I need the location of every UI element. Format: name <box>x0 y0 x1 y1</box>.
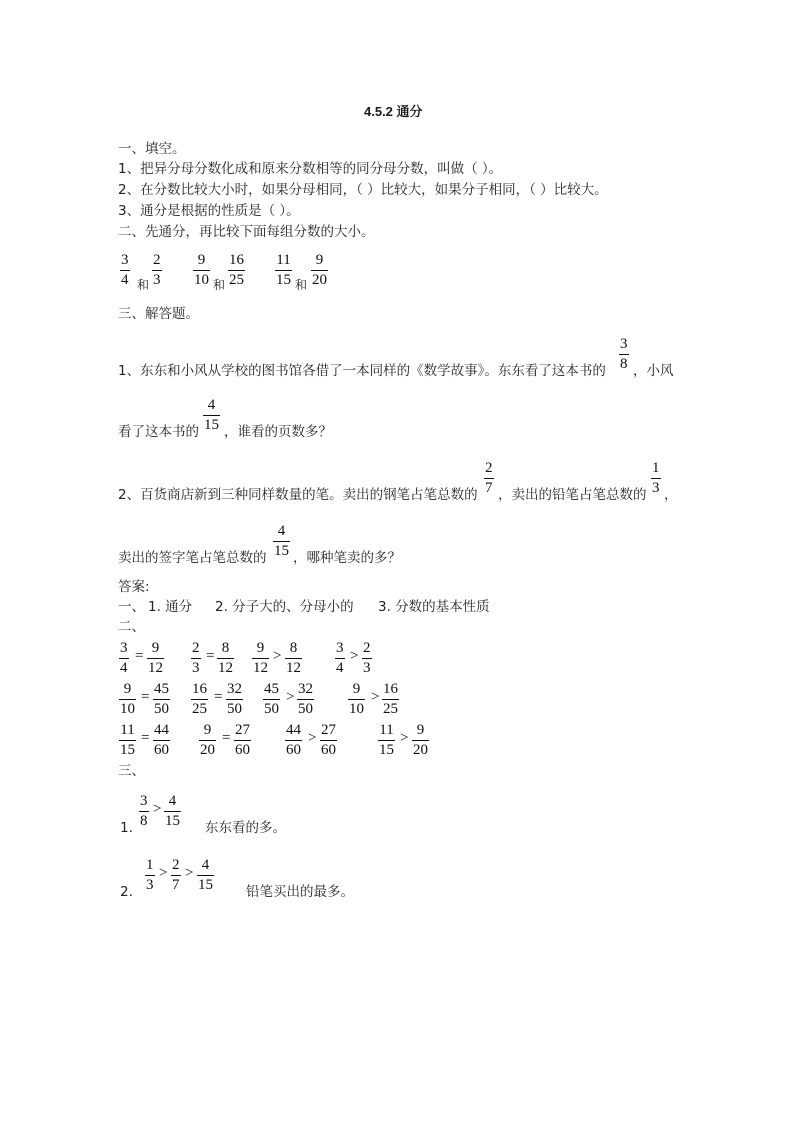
problem-2-line1: 2、百货商店新到三种同样数量的笔。卖出的钢笔占笔总数的 <box>118 487 478 503</box>
answer-3-2-text: 铅笔买出的最多。 <box>246 884 354 900</box>
problem-2-mid: ，卖出的铅笔占笔总数的 <box>498 487 647 503</box>
answer-1-3: 3. 分数的基本性质 <box>378 599 490 615</box>
fraction: $\frac{16}{25}$ <box>383 681 398 717</box>
fraction: $\frac{3}{4}$ <box>121 252 129 288</box>
fraction: $\frac{45}{50}$ <box>154 681 169 717</box>
greater-than-sign: > <box>400 730 409 746</box>
connector-he: 和 <box>295 278 308 292</box>
fraction: $\frac{9}{10}$ <box>194 252 209 288</box>
greater-than-sign: > <box>371 689 380 705</box>
problem-1-line1: 1、东东和小风从学校的图书馆各借了一本同样的《数学故事》。东东看了这本书的 <box>118 363 606 379</box>
answer-3-2-number: 2. <box>120 884 133 900</box>
page-title: 4.5.2 通分 <box>364 104 423 119</box>
greater-than-sign: > <box>286 689 295 705</box>
problem-2-line1-end: ， <box>664 487 678 503</box>
fraction: $\frac{45}{50}$ <box>264 681 279 717</box>
fraction: $\frac{27}{60}$ <box>235 722 250 758</box>
problem-1-line2-end: ，谁看的页数多？ <box>224 424 332 440</box>
fraction: $\frac{4}{15}$ <box>204 397 219 433</box>
fraction: $\frac{9}{12}$ <box>148 640 163 676</box>
answer-1-2: 2. 分子大的、分母小的 <box>215 599 354 615</box>
equals-sign: = <box>206 648 215 664</box>
problem-1-line2: 看了这本书的 <box>118 424 199 440</box>
fraction: $\frac{1}{3}$ <box>652 460 660 496</box>
problem-1-line1-end: ，小风 <box>633 363 674 379</box>
answers-heading: 答案: <box>118 579 150 595</box>
fraction: $\frac{11}{15}$ <box>276 252 291 288</box>
equals-sign: = <box>141 689 150 705</box>
problem-2-line2: 卖出的签字笔占笔总数的 <box>118 550 267 566</box>
fraction: $\frac{32}{50}$ <box>298 681 313 717</box>
fraction: $\frac{2}{7}$ <box>485 460 493 496</box>
greater-than-sign: > <box>273 648 282 664</box>
greater-than-sign: > <box>159 865 168 881</box>
fraction: $\frac{2}{7}$ <box>172 857 180 893</box>
fraction: $\frac{2}{3}$ <box>153 252 161 288</box>
equals-sign: = <box>141 730 150 746</box>
fraction: $\frac{9}{20}$ <box>312 252 327 288</box>
answer-1-1: 1. 通分 <box>148 599 193 615</box>
fraction: $\frac{16}{25}$ <box>229 252 244 288</box>
answer-part2-label: 二、 <box>118 619 145 635</box>
question-1-2: 2、在分数比较大小时，如果分母相同，（ ）比较大，如果分子相同，（ ）比较大。 <box>118 182 608 198</box>
fraction: $\frac{9}{10}$ <box>120 681 135 717</box>
connector-he: 和 <box>137 278 150 292</box>
fraction: $\frac{16}{25}$ <box>192 681 207 717</box>
fraction: $\frac{4}{15}$ <box>274 523 289 559</box>
answer-part3-label: 三、 <box>118 763 145 779</box>
connector-he: 和 <box>213 278 226 292</box>
fraction: $\frac{3}{8}$ <box>140 793 148 829</box>
fraction: $\frac{1}{3}$ <box>146 857 154 893</box>
fraction: $\frac{32}{50}$ <box>227 681 242 717</box>
answer-part1-label: 一、 <box>118 599 145 615</box>
greater-than-sign: > <box>153 801 162 817</box>
section2-heading: 二、先通分，再比较下面每组分数的大小。 <box>118 224 375 240</box>
fraction: $\frac{4}{15}$ <box>165 793 180 829</box>
greater-than-sign: > <box>350 648 359 664</box>
section1-heading: 一、填空。 <box>118 141 186 157</box>
greater-than-sign: > <box>308 730 317 746</box>
fraction: $\frac{44}{60}$ <box>154 722 169 758</box>
fraction: $\frac{44}{60}$ <box>286 722 301 758</box>
question-1-1: 1、把异分母分数化成和原来分数相等的同分母分数，叫做（ ）。 <box>118 161 503 177</box>
greater-than-sign: > <box>185 865 194 881</box>
fraction: $\frac{9}{10}$ <box>349 681 364 717</box>
fraction: $\frac{3}{4}$ <box>336 640 344 676</box>
fraction: $\frac{2}{3}$ <box>363 640 371 676</box>
fraction: $\frac{11}{15}$ <box>379 722 394 758</box>
equals-sign: = <box>135 648 144 664</box>
fraction: $\frac{4}{15}$ <box>198 857 213 893</box>
fraction: $\frac{2}{3}$ <box>192 640 200 676</box>
fraction: $\frac{3}{8}$ <box>620 336 628 372</box>
equals-sign: = <box>222 730 231 746</box>
section3-heading: 三、解答题。 <box>118 306 199 322</box>
fraction: $\frac{9}{12}$ <box>253 640 268 676</box>
fraction: $\frac{11}{15}$ <box>120 722 135 758</box>
fraction: $\frac{9}{20}$ <box>200 722 215 758</box>
answer-3-1-text: 东东看的多。 <box>205 820 286 836</box>
fraction: $\frac{27}{60}$ <box>321 722 336 758</box>
fraction: $\frac{8}{12}$ <box>286 640 301 676</box>
equals-sign: = <box>214 689 223 705</box>
question-1-3: 3、通分是根据的性质是（ ）。 <box>118 203 300 219</box>
fraction: $\frac{3}{4}$ <box>120 640 128 676</box>
fraction: $\frac{8}{12}$ <box>218 640 233 676</box>
fraction: $\frac{9}{20}$ <box>413 722 428 758</box>
answer-3-1-number: 1. <box>120 820 133 836</box>
problem-2-line2-end: ，哪种笔卖的多？ <box>293 550 401 566</box>
